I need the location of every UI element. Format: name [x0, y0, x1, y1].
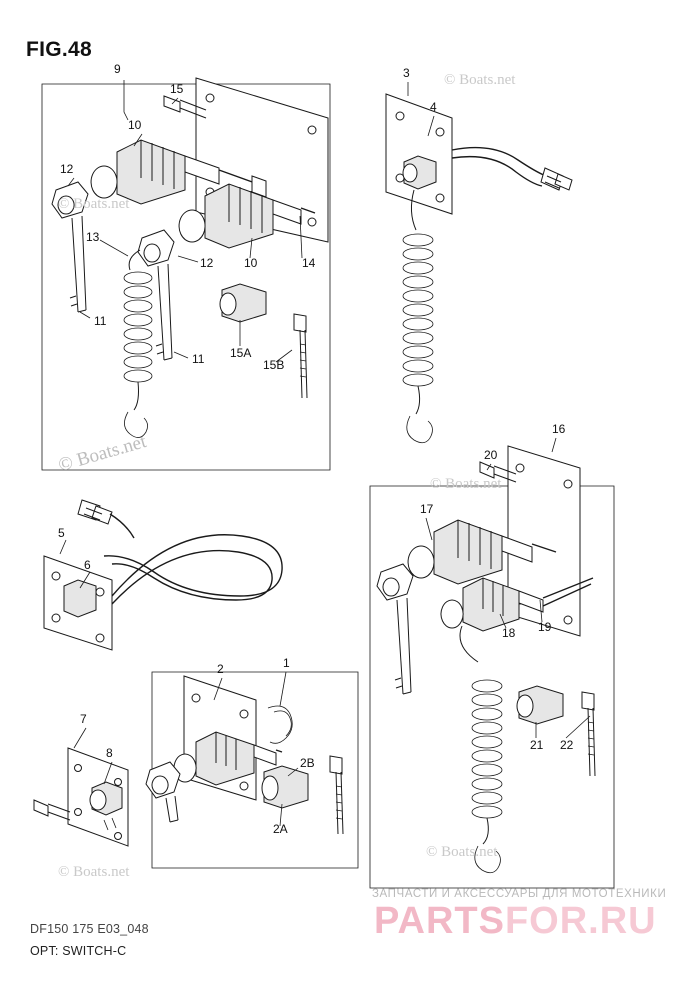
group-bottom-center	[146, 672, 358, 868]
callout-13: 13	[86, 230, 100, 244]
watermark-boats-net: © Boats.net	[58, 196, 130, 212]
watermark-partsforru	[374, 900, 657, 943]
callout-12-left: 12	[60, 162, 74, 176]
callout-6: 6	[84, 558, 91, 572]
callout-12-center: 12	[200, 256, 214, 270]
group-right-lower	[370, 446, 614, 888]
watermark-boats-net: © Boats.net	[430, 476, 502, 492]
callout-2b: 2B	[300, 756, 315, 770]
watermark-russian-text: ЗАПЧАСТИ И АКСЕССУАРЫ ДЛЯ МОТОТЕХНИКИ	[372, 888, 667, 900]
callout-10-lower: 10	[244, 256, 258, 270]
watermark-boats-net: © Boats.net	[426, 844, 498, 860]
footer-option-label: OPT: SWITCH-C	[30, 944, 127, 958]
group-upper-left	[42, 78, 330, 470]
callout-5: 5	[58, 526, 65, 540]
callout-9: 9	[114, 62, 121, 76]
callout-15b: 15B	[263, 358, 285, 372]
callout-14: 14	[302, 256, 316, 270]
callout-2: 2	[217, 662, 224, 676]
callout-15a: 15A	[230, 346, 252, 360]
callout-11-left: 11	[94, 314, 107, 328]
callout-15: 15	[170, 82, 184, 96]
callout-1: 1	[283, 656, 290, 670]
watermark-forru-word: FOR.RU	[504, 900, 657, 942]
group-bottom-left	[34, 748, 128, 846]
callout-19: 19	[538, 620, 552, 634]
callout-16: 16	[552, 422, 566, 436]
watermark-boats-net: © Boats.net	[444, 72, 516, 88]
callout-17: 17	[420, 502, 434, 516]
footer-model-code: DF150 175 E03_048	[30, 922, 149, 936]
watermark-boats-net: © Boats.net	[58, 864, 130, 880]
callout-18: 18	[502, 626, 516, 640]
group-left-middle	[44, 500, 282, 650]
callout-7: 7	[80, 712, 87, 726]
callout-10-upper: 10	[128, 118, 142, 132]
callout-21: 21	[530, 738, 544, 752]
group-upper-right	[386, 94, 572, 443]
callout-4: 4	[430, 100, 437, 114]
watermark-boats-net: © Boats.net	[56, 431, 149, 477]
callout-20: 20	[484, 448, 498, 462]
callout-2a: 2A	[273, 822, 288, 836]
callout-22: 22	[560, 738, 574, 752]
callout-3: 3	[403, 66, 410, 80]
callout-11-center: 11	[192, 352, 205, 366]
page-title: FIG.48	[26, 38, 92, 61]
callout-8: 8	[106, 746, 113, 760]
watermark-parts-word: PARTS	[374, 900, 505, 942]
